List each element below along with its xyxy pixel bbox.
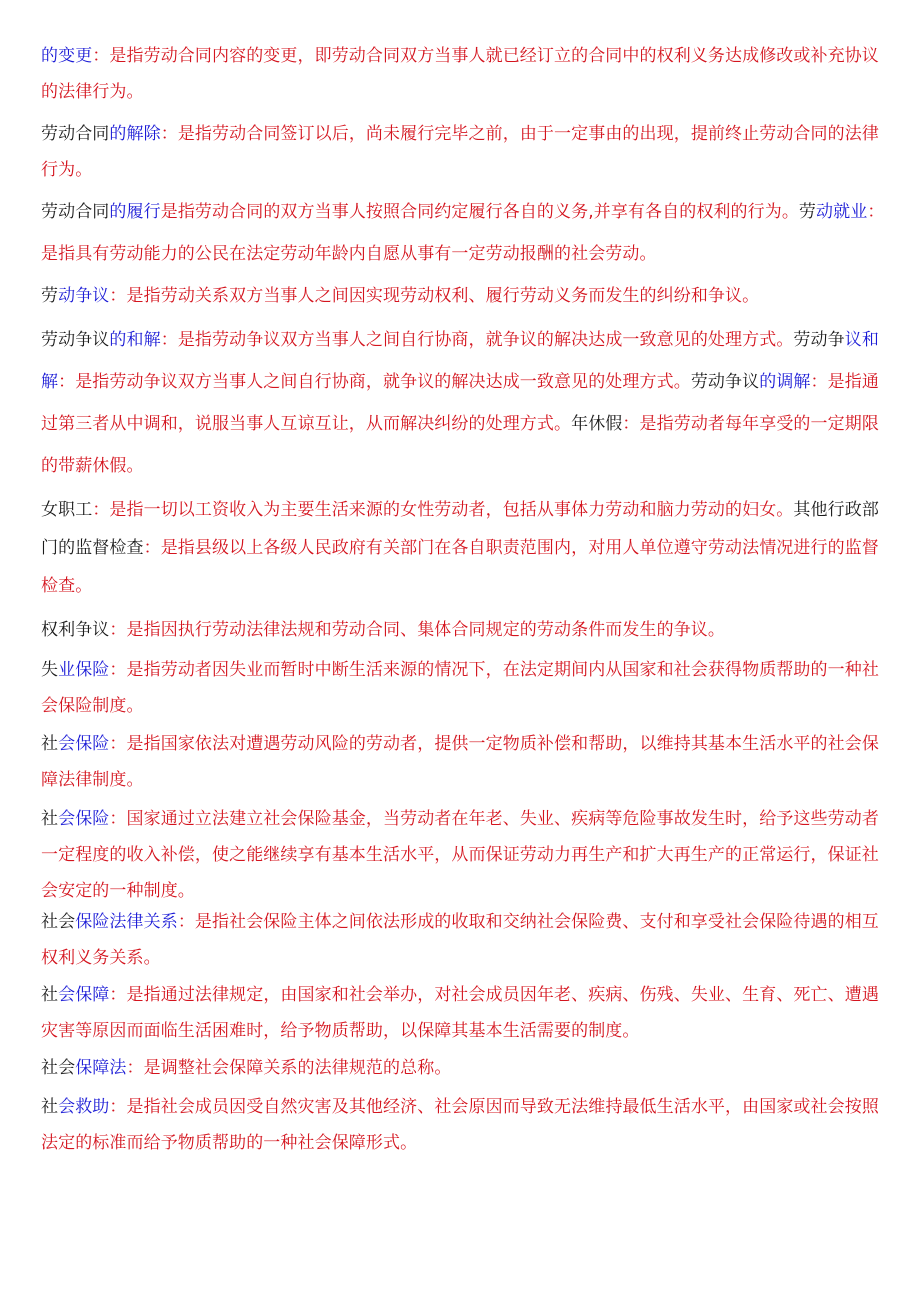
term-prefix: 其他行政部门的监督检查 [41, 500, 879, 558]
definition-text: ：是指具有劳动能力的公民在法定劳动年龄内自愿从事有一定劳动报酬的社会劳动。 [41, 202, 885, 264]
definition-text: ：是指因执行劳动法律法规和劳动合同、集体合同规定的劳动条件而发生的争议。 [109, 620, 726, 640]
term-highlight: 会救助 [58, 1097, 110, 1117]
definition-paragraph [41, 38, 889, 110]
definition-paragraph [41, 801, 889, 909]
definition-text: ：是指劳动者因失业而暂时中断生活来源的情况下，在法定期间内从国家和社会获得物质帮助的一种社会保险制度。 [41, 660, 879, 716]
term-prefix: 女职工 [41, 500, 93, 520]
term-prefix: 劳 [41, 286, 59, 306]
term-highlight: 的调解 [759, 372, 811, 392]
term-prefix: 劳动争议 [690, 372, 760, 392]
definition-paragraph [41, 611, 889, 649]
term-prefix: 劳动争议 [41, 330, 110, 350]
term-prefix: 劳 [798, 202, 817, 222]
term-prefix: 社会 [41, 1058, 76, 1078]
term-prefix: 权利争议 [41, 620, 110, 640]
definition-text: ：是指一切以工资收入为主要生活来源的女性劳动者，包括从事体力劳动和脑力劳动的妇女。 [92, 500, 794, 520]
definition-text: ：是指社会成员因受自然灾害及其他经济、社会原因而导致无法维持最低生活水平，由国家或社会按照法定的标准而给予物质帮助的一种社会保障形式。 [41, 1097, 879, 1153]
term-highlight: 保险法律关系 [75, 912, 178, 932]
definition-paragraph [41, 116, 889, 188]
definition-text: ：是指县级以上各级人民政府有关部门在各自职责范围内，对用人单位遵守劳动法情况进行的监督检查。 [41, 538, 879, 596]
term-prefix: 失 [41, 660, 59, 680]
definition-paragraph [41, 1089, 889, 1161]
term-prefix: 劳动争 [793, 330, 845, 350]
definition-text: ：是调整社会保障关系的法律规范的总称。 [126, 1058, 452, 1078]
term-highlight: 动争议 [58, 286, 110, 306]
definition-text: ：是指劳动者每年享受的一定期限的带薪休假。 [41, 414, 879, 476]
term-highlight: 会保险 [58, 809, 110, 829]
term-highlight: 议和解 [41, 330, 879, 392]
definition-paragraph [41, 491, 889, 605]
term-prefix: 年休假 [571, 414, 623, 434]
term-prefix: 劳动合同 [41, 202, 110, 222]
term-prefix: 社会 [41, 912, 76, 932]
term-highlight: 会保障 [58, 985, 110, 1005]
term-prefix: 劳动合同 [41, 124, 110, 144]
term-highlight: 的变更 [41, 46, 93, 66]
definition-text: ：是指国家依法对遭遇劳动风险的劳动者，提供一定物质补偿和帮助，以维持其基本生活水平的社会保障法律制度。 [41, 734, 879, 790]
definition-text: ：是指劳动合同签订以后，尚未履行完毕之前，由于一定事由的出现，提前终止劳动合同的法律行为。 [41, 124, 879, 180]
definition-text: ：是指通过第三者从中调和，说服当事人互谅互让，从而解决纠纷的处理方式。 [41, 372, 879, 434]
term-highlight: 的和解 [109, 330, 161, 350]
term-prefix: 社 [41, 809, 59, 829]
definition-text: ：是指劳动关系双方当事人之间因实现劳动权利、履行劳动义务而发生的纠纷和争议。 [109, 286, 760, 306]
definition-text: ：是指通过法律规定，由国家和社会举办，对社会成员因年老、疾病、伤残、失业、生育、死亡、遭遇灾害等原因而面临生活困难时，给予物质帮助，以保障其基本生活需要的制度。 [41, 985, 879, 1041]
definition-paragraph [41, 652, 889, 724]
definition-paragraph [41, 904, 889, 976]
definition-paragraph [41, 191, 889, 275]
definition-paragraph [41, 1049, 889, 1087]
term-highlight: 的履行 [109, 202, 161, 222]
term-prefix: 社 [41, 985, 59, 1005]
term-highlight: 动就业 [816, 202, 868, 222]
definition-paragraph [41, 319, 889, 487]
term-prefix: 社 [41, 734, 59, 754]
definition-text: ：国家通过立法建立社会保险基金，当劳动者在年老、失业、疾病等危险事故发生时，给予这些劳动者一定程度的收入补偿，使之能继续享有基本生活水平，从而保证劳动力再生产和扩大再生产的正常运行，保证社会安定的一种制度。 [41, 809, 879, 901]
definition-text: 是指劳动合同的双方当事人按照合同约定履行各自的义务,并享有各自的权利的行为。 [160, 202, 799, 222]
term-highlight: 的解除 [109, 124, 161, 144]
term-prefix: 社 [41, 1097, 59, 1117]
definition-text: ：是指社会保险主体之间依法形成的收取和交纳社会保险费、支付和享受社会保险待遇的相互权利义务关系。 [41, 912, 879, 968]
definition-paragraph [41, 977, 889, 1049]
term-highlight: 保障法 [75, 1058, 127, 1078]
definition-text: ：是指劳动争议双方当事人之间自行协商，就争议的解决达成一致意见的处理方式。 [58, 372, 691, 392]
definition-paragraph [41, 726, 889, 798]
definition-paragraph [41, 277, 889, 315]
term-highlight: 业保险 [58, 660, 110, 680]
definition-text: ：是指劳动合同内容的变更，即劳动合同双方当事人就已经订立的合同中的权利义务达成修改或补充协议的法律行为。 [41, 46, 879, 102]
term-highlight: 会保险 [58, 734, 110, 754]
definition-text: ：是指劳动争议双方当事人之间自行协商，就争议的解决达成一致意见的处理方式。 [160, 330, 794, 350]
